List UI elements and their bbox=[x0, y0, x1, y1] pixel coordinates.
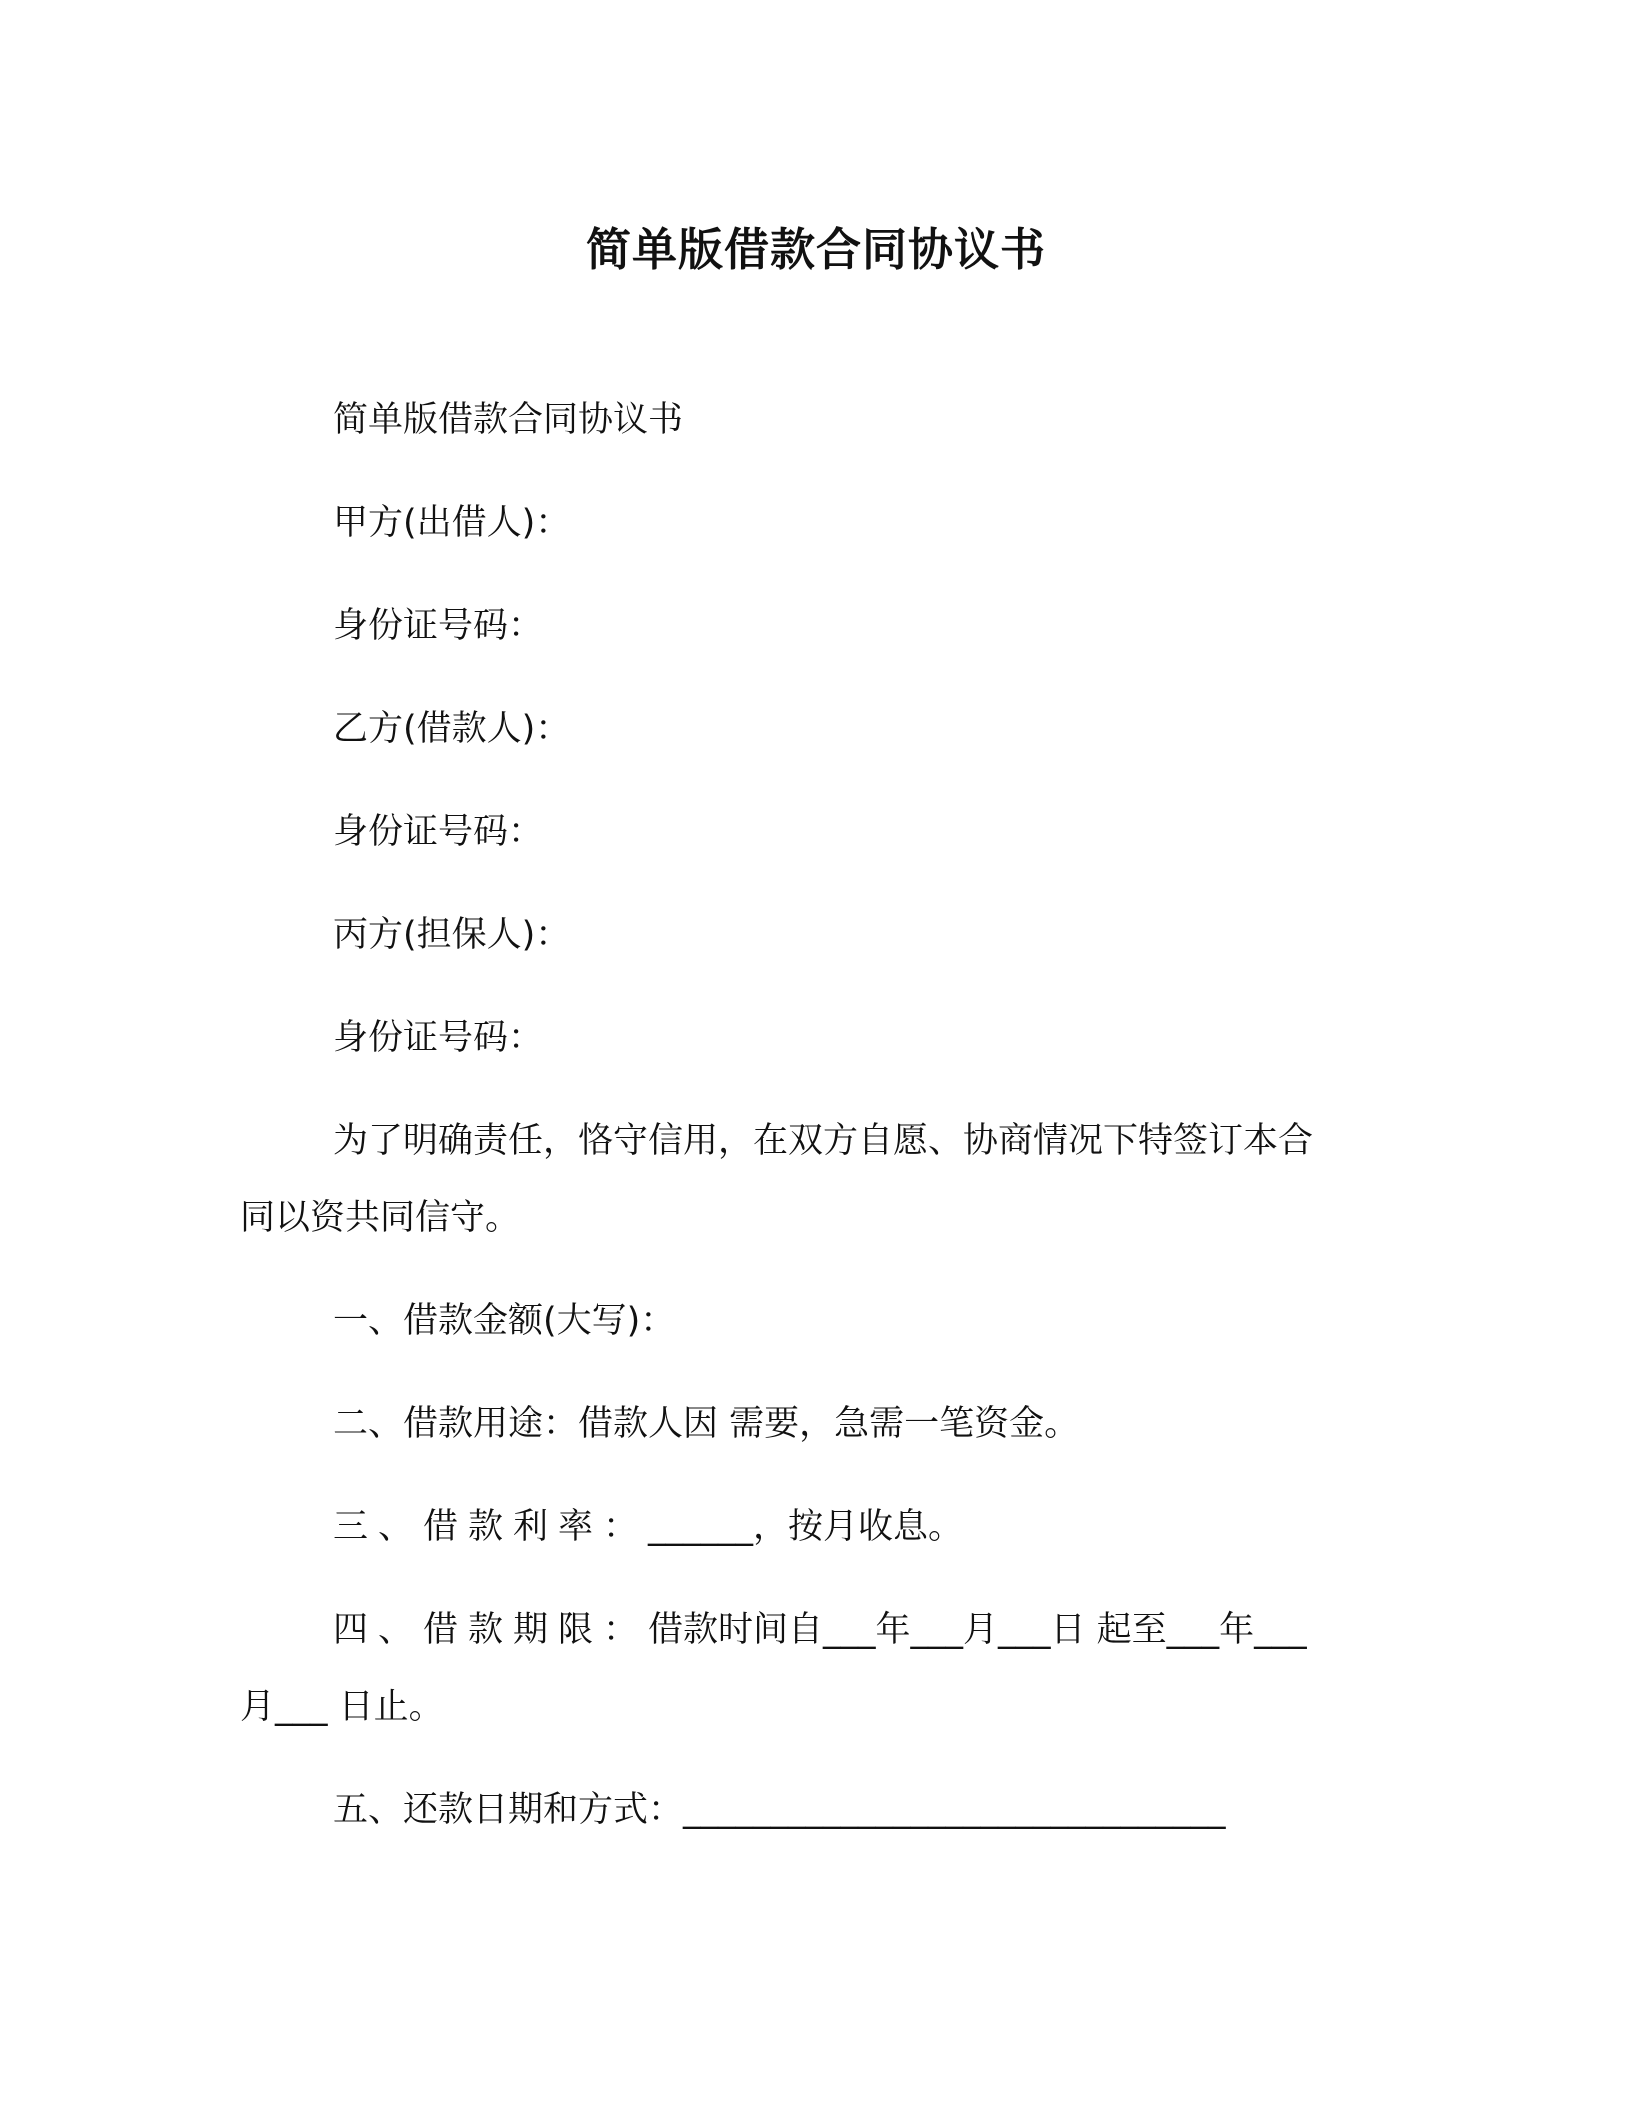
preamble-line-2: 同以资共同信守。 bbox=[240, 1198, 521, 1238]
clause-4-line-2: 月___ 日止。 bbox=[240, 1687, 444, 1727]
clause-4-value: 借款时间自___年___月___日 起至___年___ bbox=[648, 1610, 1307, 1650]
clause-1: 一、借款金额(大写)： bbox=[333, 1301, 676, 1341]
document-subtitle: 简单版借款合同协议书 bbox=[333, 400, 684, 440]
clause-3 bbox=[333, 1505, 963, 1549]
party-a-id-label: 身份证号码： bbox=[333, 606, 544, 646]
party-b-label: 乙方(借款人)： bbox=[333, 709, 571, 749]
clause-3-label: 三、借款利率： bbox=[333, 1507, 649, 1547]
party-b-id-label: 身份证号码： bbox=[333, 812, 544, 852]
clause-5: 五、还款日期和方式：_______________________________ bbox=[333, 1790, 1226, 1830]
party-c-label: 丙方(担保人)： bbox=[333, 915, 571, 955]
document-title: 简单版借款合同协议书 bbox=[585, 223, 1046, 276]
clause-4-label: 四、借款期限： bbox=[333, 1610, 649, 1650]
party-c-id-label: 身份证号码： bbox=[333, 1018, 544, 1058]
clause-4 bbox=[333, 1608, 1307, 1652]
preamble-line-1: 为了明确责任，恪守信用，在双方自愿、协商情况下特签订本合 bbox=[333, 1121, 1314, 1161]
party-a-label: 甲方(出借人)： bbox=[333, 503, 571, 543]
clause-2: 二、借款用途：借款人因 需要，急需一笔资金。 bbox=[333, 1404, 1080, 1444]
clause-3-value: ______，按月收息。 bbox=[648, 1507, 964, 1547]
